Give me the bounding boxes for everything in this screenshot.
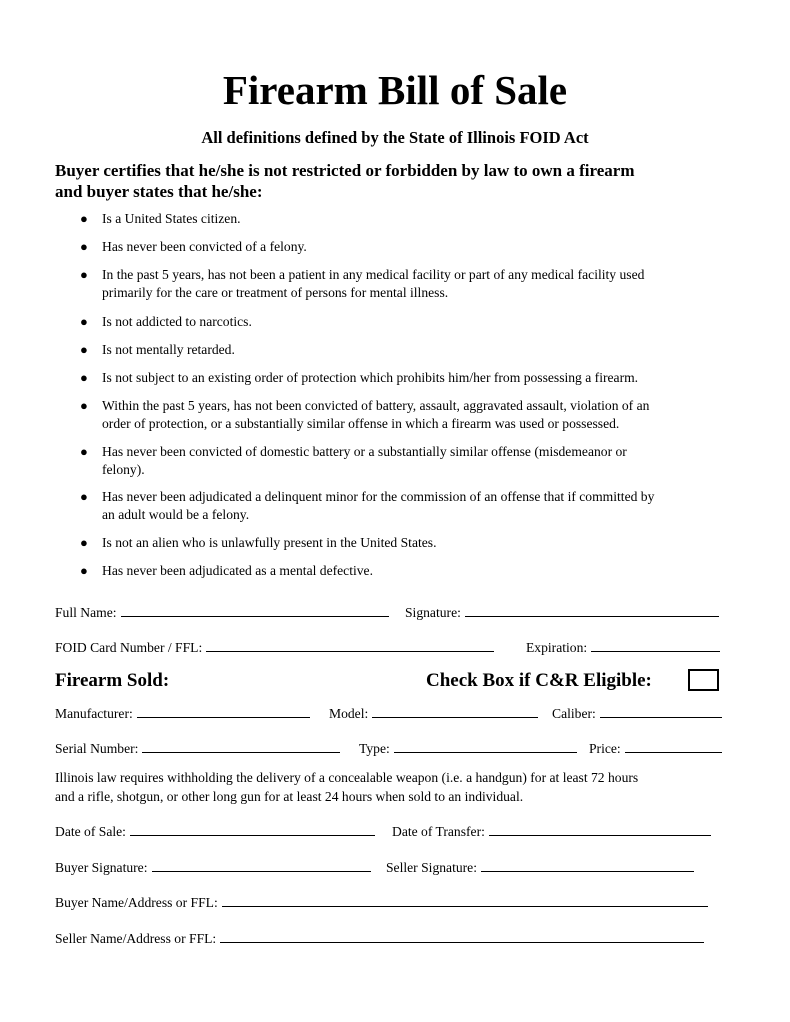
document-subtitle: All definitions defined by the State of Illinois FOID Act — [201, 128, 589, 147]
requirement-text-cont: order of protection, or a substantially similar offense in which a firearm was used or possessed. — [102, 416, 620, 431]
requirement-text: Has never been adjudicated a delinquent minor for the commission of an offense that if committed by — [102, 489, 655, 504]
certification-line-1: Buyer certifies that he/she is not restricted or forbidden by law to own a firearm — [55, 161, 635, 180]
requirement-text-cont: felony). — [102, 462, 145, 477]
bullet-icon: ● — [80, 444, 88, 459]
requirement-text-cont: primarily for the care or treatment of persons for mental illness. — [102, 285, 449, 300]
buyer-name-address-field[interactable] — [222, 893, 708, 907]
date-of-sale-row — [55, 822, 375, 841]
cr-eligible-label: Check Box if C&R Eligible: — [426, 670, 652, 691]
foid-label: FOID Card Number / FFL: — [55, 640, 203, 655]
type-field[interactable] — [394, 739, 577, 753]
date-of-transfer-field[interactable] — [489, 822, 711, 836]
caliber-row — [552, 704, 722, 723]
manufacturer-field[interactable] — [137, 704, 310, 718]
bullet-icon: ● — [80, 342, 88, 357]
date-of-sale-label: Date of Sale: — [55, 824, 126, 839]
notice-line-2: and a rifle, shotgun, or other long gun for at least 24 hours when sold to an individual. — [55, 789, 524, 804]
buyer-certification — [55, 160, 715, 202]
waiting-period-notice — [55, 768, 745, 806]
price-label: Price: — [589, 741, 621, 756]
notice-line-1: Illinois law requires withholding the delivery of a concealable weapon (i.e. a handgun) for at least 72 hours — [55, 770, 639, 785]
expiration-label: Expiration: — [526, 640, 588, 655]
requirement-text: Is not subject to an existing order of protection which prohibits him/her from possessing a firearm. — [102, 370, 639, 385]
expiration-field[interactable] — [591, 638, 720, 652]
model-field[interactable] — [372, 704, 538, 718]
date-of-transfer-row — [392, 822, 711, 841]
requirement-text: Has never been convicted of domestic battery or a substantially similar offense (misdemeanor or — [102, 444, 627, 459]
seller-signature-row — [386, 858, 694, 877]
seller-signature-field[interactable] — [481, 858, 694, 872]
bullet-icon: ● — [80, 398, 88, 413]
serial-label: Serial Number: — [55, 741, 139, 756]
buyer-signature-label: Buyer Signature: — [55, 860, 148, 875]
buyer-name-address-row — [55, 893, 708, 912]
requirement-text: Is a United States citizen. — [102, 211, 241, 226]
signature-field[interactable] — [465, 603, 719, 617]
seller-name-address-row — [55, 929, 704, 948]
full-name-row — [55, 603, 389, 622]
seller-name-address-label: Seller Name/Address or FFL: — [55, 931, 217, 946]
buyer-signature-row — [55, 858, 371, 877]
full-name-field[interactable] — [121, 603, 389, 617]
price-field[interactable] — [625, 739, 722, 753]
caliber-field[interactable] — [600, 704, 722, 718]
model-label: Model: — [329, 706, 369, 721]
certification-line-2: and buyer states that he/she: — [55, 182, 263, 201]
cr-eligible-checkbox[interactable] — [688, 669, 719, 691]
requirement-text: Is not mentally retarded. — [102, 342, 235, 357]
bullet-icon: ● — [80, 314, 88, 329]
signature-row — [405, 603, 719, 622]
bullet-icon: ● — [80, 489, 88, 504]
buyer-signature-field[interactable] — [152, 858, 371, 872]
type-row — [359, 739, 577, 758]
foid-row — [55, 638, 494, 657]
full-name-label: Full Name: — [55, 605, 117, 620]
manufacturer-label: Manufacturer: — [55, 706, 133, 721]
requirement-text: Has never been convicted of a felony. — [102, 239, 307, 254]
price-row — [589, 739, 722, 758]
requirement-text: Within the past 5 years, has not been convicted of battery, assault, aggravated assault, violation of an — [102, 398, 650, 413]
bullet-icon: ● — [80, 563, 88, 578]
expiration-row — [526, 638, 720, 657]
model-row — [329, 704, 538, 723]
manufacturer-row — [55, 704, 310, 723]
bullet-icon: ● — [80, 370, 88, 385]
bullet-icon: ● — [80, 267, 88, 282]
date-of-sale-field[interactable] — [130, 822, 375, 836]
serial-field[interactable] — [142, 739, 340, 753]
buyer-name-address-label: Buyer Name/Address or FFL: — [55, 895, 218, 910]
bullet-icon: ● — [80, 535, 88, 550]
type-label: Type: — [359, 741, 390, 756]
signature-label: Signature: — [405, 605, 461, 620]
firearm-sold-heading: Firearm Sold: — [55, 670, 170, 691]
requirement-text: Is not an alien who is unlawfully present in the United States. — [102, 535, 437, 550]
bullet-icon: ● — [80, 211, 88, 226]
document-title: Firearm Bill of Sale — [222, 67, 568, 113]
seller-name-address-field[interactable] — [220, 929, 704, 943]
requirement-text: Has never been adjudicated as a mental defective. — [102, 563, 373, 578]
requirement-text: Is not addicted to narcotics. — [102, 314, 252, 329]
requirement-text: In the past 5 years, has not been a patient in any medical facility or part of any medical facility used — [102, 267, 645, 282]
bullet-icon: ● — [80, 239, 88, 254]
serial-row — [55, 739, 340, 758]
caliber-label: Caliber: — [552, 706, 596, 721]
seller-signature-label: Seller Signature: — [386, 860, 477, 875]
date-of-transfer-label: Date of Transfer: — [392, 824, 485, 839]
foid-field[interactable] — [206, 638, 494, 652]
requirement-text-cont: an adult would be a felony. — [102, 507, 250, 522]
